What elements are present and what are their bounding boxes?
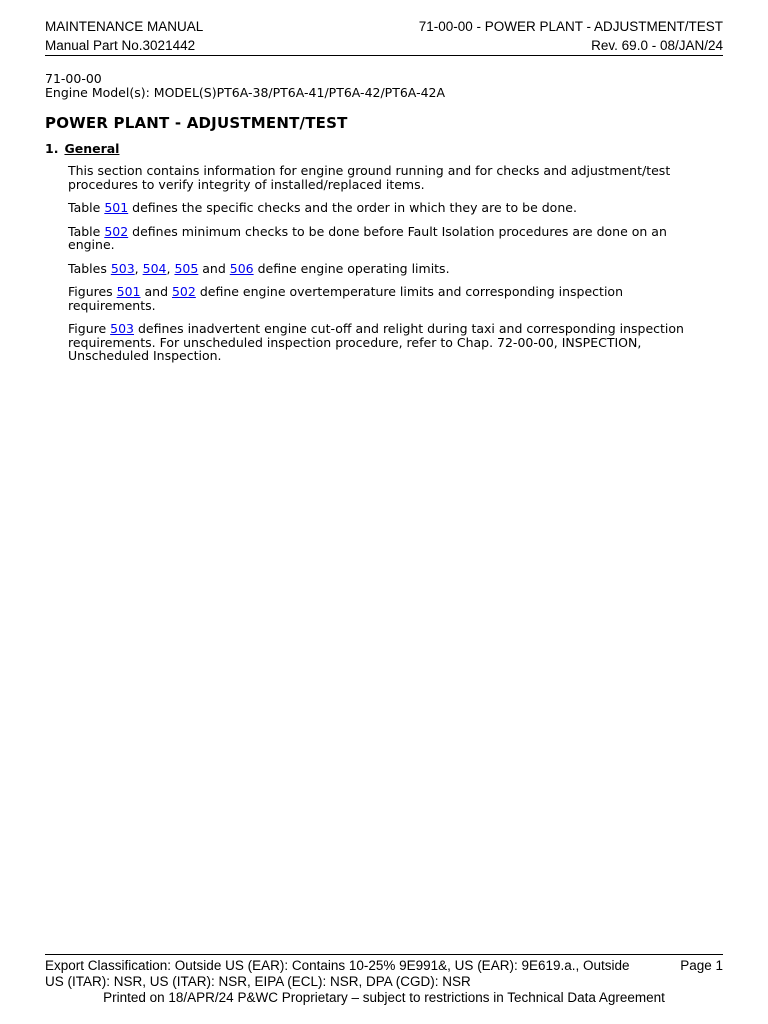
revision: Rev. 69.0 - 08/JAN/24 — [591, 38, 723, 53]
link-figure-501[interactable]: 501 — [116, 284, 141, 299]
manual-part-number: Manual Part No.3021442 — [45, 38, 196, 53]
link-table-502[interactable]: 502 — [104, 223, 129, 239]
link-table-504[interactable]: 504 — [142, 260, 167, 276]
paragraph-figure-503: Figure 503 defines inadvertent engine cut-off and relight during taxi and corresponding inspection requirements. For unscheduled inspection procedure, refer to Chap. 72-00-00, INSPECTION, Unscheduled Inspection. — [68, 321, 684, 363]
section-number: 1. — [45, 141, 59, 156]
page-title: POWER PLANT - ADJUSTMENT/TEST — [45, 114, 348, 132]
paragraph-table-501: Table 501 defines the specific checks and the order in which they are to be done. — [68, 200, 577, 215]
chapter-meta — [45, 72, 445, 100]
printed-notice: Printed on 18/APR/24 P&WC Proprietary – subject to restrictions in Technical Data Agreement — [103, 990, 665, 1005]
page-footer — [45, 954, 723, 1006]
link-table-505[interactable]: 505 — [174, 260, 199, 276]
section-ref: 71-00-00 - POWER PLANT - ADJUSTMENT/TEST — [418, 19, 723, 34]
link-table-501[interactable]: 501 — [104, 200, 129, 215]
page-number: Page 1 — [680, 958, 723, 973]
engine-models: Engine Model(s): MODEL(S)PT6A-38/PT6A-41/PT6A-42/PT6A-42A — [45, 85, 446, 100]
link-table-506[interactable]: 506 — [229, 260, 254, 276]
section-title: General — [64, 141, 120, 156]
paragraph-tables-503-506: Tables 503, 504, 505 and 506 define engine operating limits. — [68, 260, 450, 276]
section-heading — [45, 141, 119, 156]
paragraph-intro: This section contains information for engine ground running and for checks and adjustment/test procedures to verify integrity of installed/replaced items. — [68, 163, 671, 192]
paragraph-figures-501-502: Figures 501 and 502 define engine overtemperature limits and corresponding inspection requirements. — [68, 284, 623, 313]
link-table-503[interactable]: 503 — [110, 260, 135, 276]
chapter-number: 71-00-00 — [45, 71, 102, 86]
link-figure-503[interactable]: 503 — [110, 321, 134, 336]
paragraph-table-502: Table 502 defines minimum checks to be done before Fault Isolation procedures are done on an engine. — [68, 223, 667, 252]
manual-title: MAINTENANCE MANUAL — [45, 19, 204, 34]
page-header — [45, 17, 723, 56]
section-body — [68, 164, 708, 373]
export-classification: Export Classification: Outside US (EAR): Contains 10-25% 9E991&, US (EAR): 9E619.a., Outside US (ITAR): NSR, US (ITAR): NSR, EIPA (ECL): NSR, DPA (CGD): NSR — [45, 958, 630, 989]
link-figure-502[interactable]: 502 — [171, 284, 196, 299]
